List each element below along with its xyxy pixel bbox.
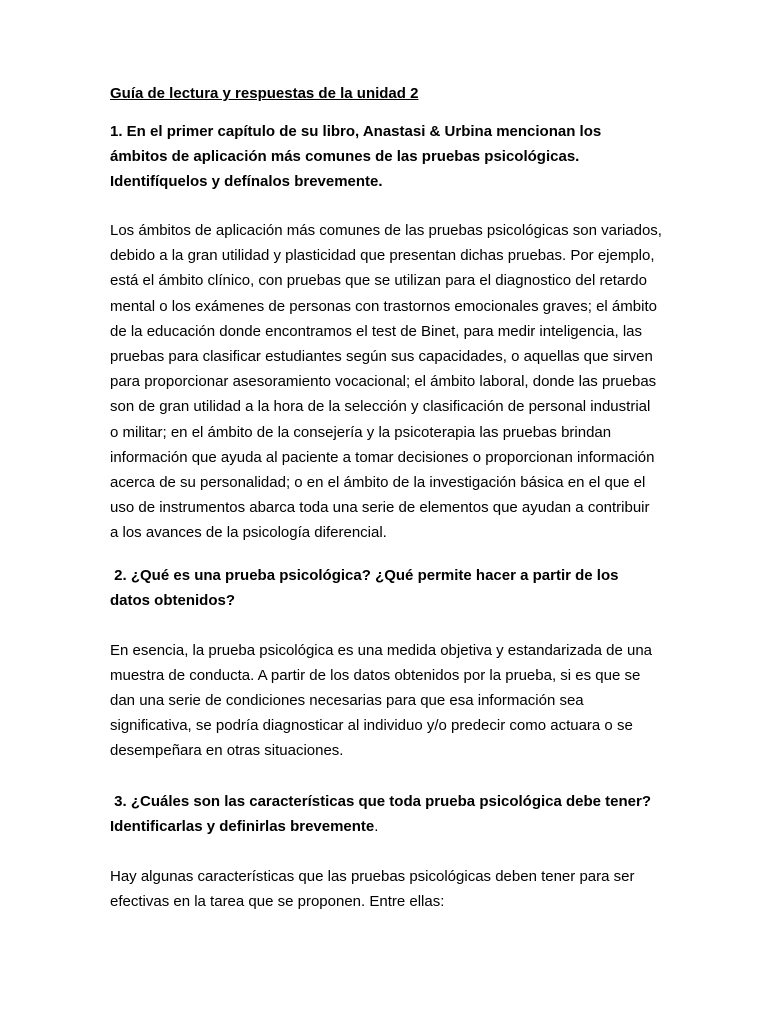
answer-1: Los ámbitos de aplicación más comunes de las pruebas psicológicas son variados, debido a la gran utilidad y plasticidad que presentan dichas pruebas. Por ejemplo, está el ámbito clínico, con pruebas que se utilizan para el diagnostico del retardo mental o los exámenes de personas con trastornos emocionales graves; el ámbito de la educación donde encontramos el test de Binet, para medir inteligencia, las pruebas para clasificar estudiantes según sus capacidades, o aquellas que sirven para proporcionar asesoramiento vocacional; el ámbito laboral, donde las pruebas son de gran utilidad a la hora de la selección y clasificación de personal industrial o militar; en el ámbito de la consejería y la psicoterapia las pruebas brindan información que ayuda al paciente a tomar decisiones o proporcionan información acerca de su personalidad; o en el ámbito de la investigación básica en el que el uso de instrumentos abarca toda una serie de elementos que ayudan a contribuir a los avances de la psicología diferencial. [110,222,662,542]
document-title: Guía de lectura y respuestas de la unidad 2 [110,85,419,102]
question-2-text: 2. ¿Qué es una prueba psicológica? ¿Qué permite hacer a partir de los datos obtenidos? [110,566,619,609]
question-1: 1. En el primer capítulo de su libro, Anastasi & Urbina mencionan los ámbitos de aplicación más comunes de las pruebas psicológicas. Identifíquelos y defínalos brevemente. [110,123,602,190]
question-2 [110,563,662,613]
answer-3: Hay algunas características que las pruebas psicológicas deben tener para ser efectivas en la tarea que se proponen. Entre ellas: [110,867,635,910]
question-3-text: 3. ¿Cuáles son las características que toda prueba psicológica debe tener? Identificarlas y definirlas brevemente [110,792,652,835]
question-3 [110,789,662,839]
document-page [110,84,662,914]
answer-2: En esencia, la prueba psicológica es una medida objetiva y estandarizada de una muestra de conducta. A partir de los datos obtenidos por la prueba, si es que se dan una serie de condiciones necesarias para que esa información sea significativa, se podría diagnosticar al individuo y/o predecir como actuara o se desempeñara en otras situaciones. [110,641,653,760]
question-3-period: . [374,817,379,835]
